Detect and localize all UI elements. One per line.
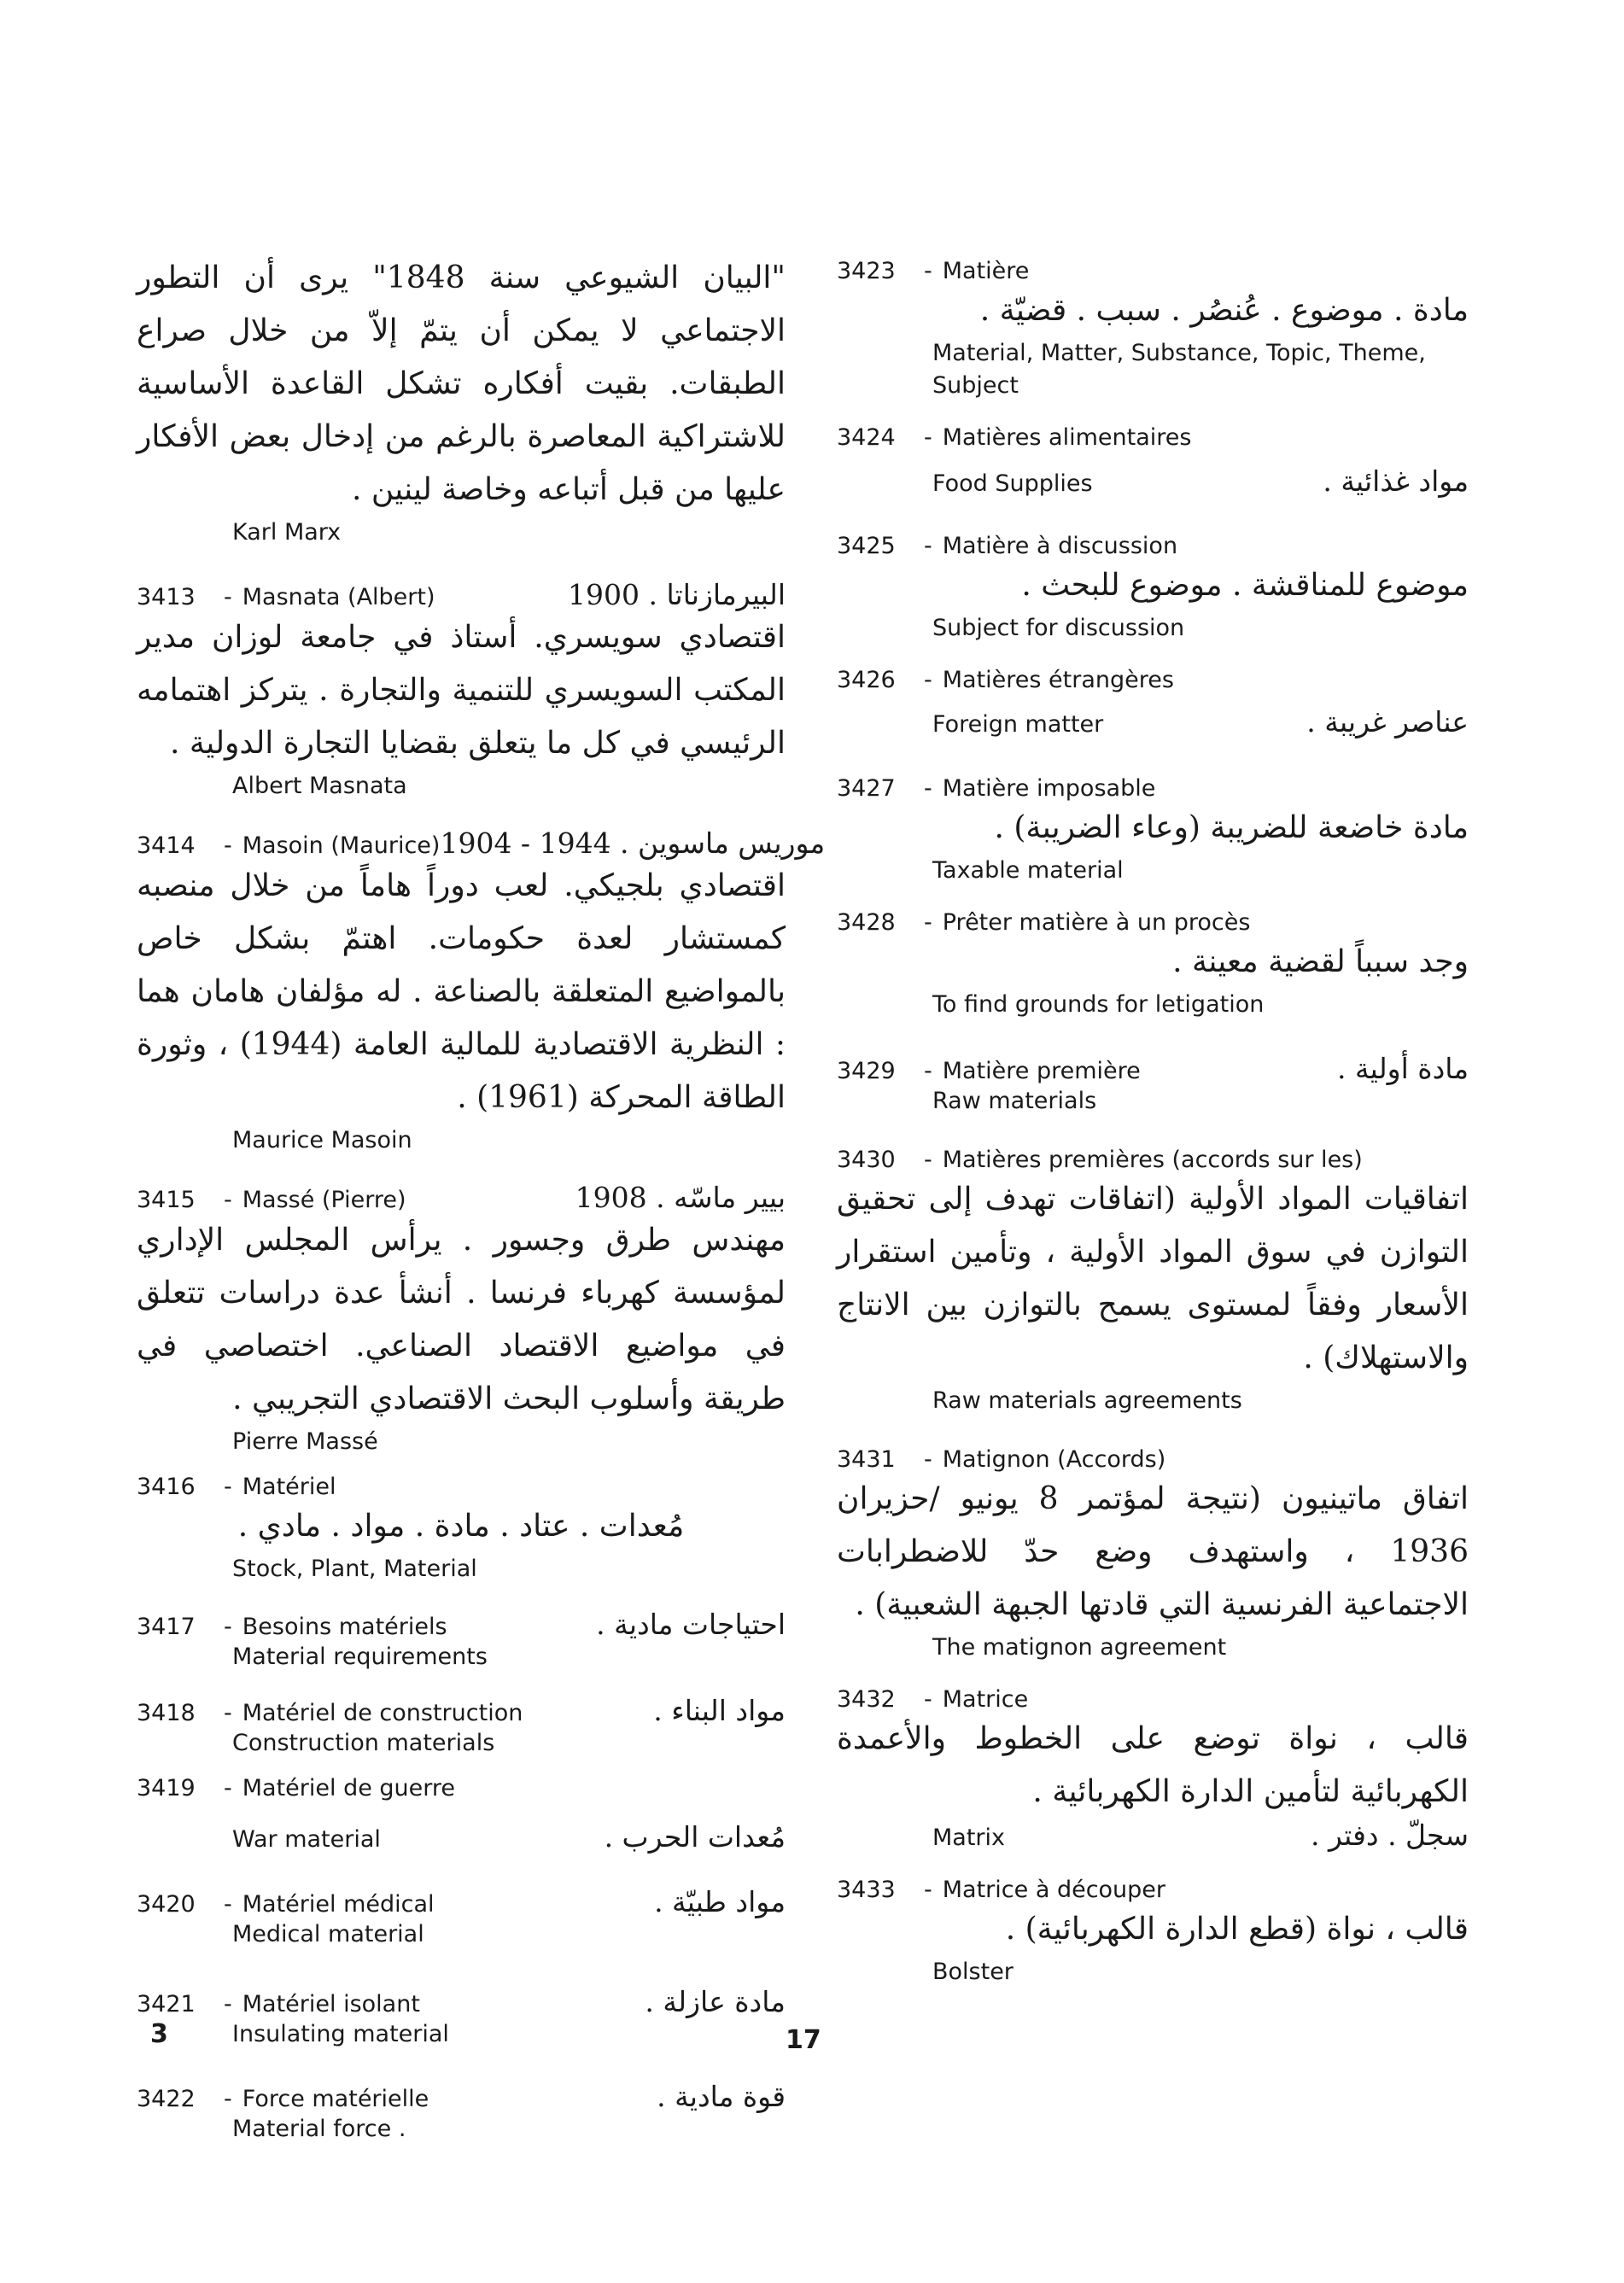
entry-arabic-translation: مادة عازلة .	[645, 1985, 786, 2018]
entry-dash: -	[224, 1187, 232, 1213]
entry-3422	[137, 2080, 786, 2146]
entry-marx-continuation	[137, 252, 786, 549]
entry-number: 3426	[837, 667, 896, 693]
entry-3423	[837, 258, 1469, 402]
entry-3424	[837, 424, 1469, 500]
entry-english-translation: To find grounds for letigation	[932, 991, 1265, 1018]
entry-arabic-heading: البيرمازناتا . 1900	[568, 578, 786, 611]
entry-french-term: Matières premières (accords sur les)	[942, 1147, 1363, 1173]
entry-english-translation: Insulating material	[232, 2021, 449, 2047]
entry-person-name: Albert Masnata	[232, 773, 407, 799]
entry-french-term: Matériel médical	[242, 1891, 435, 1918]
entry-3416	[137, 1474, 786, 1585]
entry-dash: -	[224, 584, 232, 610]
entry-3432	[837, 1686, 1469, 1854]
entry-dash: -	[924, 1686, 932, 1713]
entry-french-term: Force matérielle	[242, 2086, 429, 2112]
entry-dash: -	[924, 1446, 932, 1473]
entry-english-translation: Foreign matter	[932, 711, 1104, 738]
entry-number: 3419	[137, 1775, 196, 1801]
entry-number: 3421	[137, 1991, 196, 2017]
entry-arabic-heading: موريس ماسوين . 1944 - 1904	[440, 826, 826, 860]
entry-person-name: Pierre Massé	[232, 1428, 378, 1455]
entry-arabic-text: اقتصادي بلجيكي. لعب دوراً هاماً من خلال منصبه كمستشار لعدة حكومات. اهتمّ بشكل خاص بالمواضيع المتعلقة بالصناعة . له مؤلفان هامان هما : النظرية الاقتصادية للمالية العامة (1944) ، وثورة الطاقة المحركة (1961) .	[137, 868, 786, 1115]
entry-3433	[837, 1877, 1469, 1988]
entry-3420	[137, 1885, 786, 1951]
entry-3426	[837, 667, 1469, 741]
entry-3418	[137, 1694, 786, 1760]
entry-3427	[837, 775, 1469, 887]
entry-dash: -	[224, 1775, 232, 1801]
entry-french-term: Matériel de construction	[242, 1700, 523, 1726]
entry-person-name: Karl Marx	[232, 519, 342, 546]
entry-dash: -	[924, 258, 932, 284]
entry-french-term: Matière imposable	[942, 775, 1156, 802]
entry-arabic-translation: مادة . موضوع . عُنصُر . سبب . قضيّة .	[979, 293, 1469, 328]
entry-arabic-translation: مواد البناء .	[653, 1694, 786, 1727]
entry-english-translation: Material, Matter, Substance, Topic, Theme, Subject	[932, 340, 1426, 399]
entry-dash: -	[924, 1058, 932, 1084]
entry-french-term: Masoin (Maurice)	[242, 832, 441, 859]
entry-number: 3427	[837, 775, 896, 802]
entry-english-translation: Subject for discussion	[932, 615, 1185, 641]
entry-arabic-translation: قوة مادية .	[657, 2080, 786, 2113]
entry-arabic-translation: مادة أولية .	[1337, 1052, 1469, 1085]
entry-english-translation: War material	[232, 1826, 381, 1853]
entry-dash: -	[924, 667, 932, 693]
entry-dash: -	[224, 1891, 232, 1918]
entry-number: 3428	[837, 909, 896, 936]
entry-3415	[137, 1181, 786, 1458]
entry-french-term: Matériel de guerre	[242, 1775, 456, 1801]
entry-arabic-translation: اتفاقيات المواد الأولية (اتفاقات تهدف إلى تحقيق التوازن في سوق المواد الأولية ، وتأمين استقرار الأسعار وفقاً لمستوى يسمح بالتوازن بين الانتاج والاستهلاك) .	[837, 1182, 1469, 1375]
entry-french-term: Matériel	[242, 1474, 336, 1500]
entry-english-translation: Bolster	[932, 1959, 1014, 1985]
page-number: 17	[786, 2025, 821, 2055]
entry-arabic-heading: بيير ماسّه . 1908	[575, 1181, 786, 1214]
entry-number: 3414	[137, 832, 196, 859]
entry-english-translation: The matignon agreement	[932, 1634, 1227, 1661]
entry-arabic-translation: موضوع للمناقشة . موضوع للبحث .	[1021, 568, 1469, 603]
entry-3421	[137, 1985, 786, 2051]
entry-french-term: Matrice à découper	[942, 1877, 1166, 1903]
entry-french-term: Prêter matière à un procès	[942, 909, 1251, 936]
entry-number: 3432	[837, 1686, 896, 1713]
entry-english-translation: Medical material	[232, 1921, 424, 1947]
entry-number: 3415	[137, 1187, 196, 1213]
entry-number: 3425	[837, 533, 896, 559]
entry-arabic-translation-alt: سجلّ . دفتر .	[1310, 1819, 1469, 1852]
entry-english-translation: Matrix	[932, 1825, 1006, 1851]
entry-person-name: Maurice Masoin	[232, 1127, 412, 1153]
entry-dash: -	[224, 1474, 232, 1500]
entry-number: 3416	[137, 1474, 196, 1500]
entry-number: 3418	[137, 1700, 196, 1726]
entry-3419	[137, 1775, 786, 1856]
entry-french-term: Matrice	[942, 1686, 1029, 1713]
entry-arabic-translation: مواد طبيّة .	[654, 1885, 786, 1918]
entry-arabic-translation: احتياجات مادية .	[596, 1608, 786, 1641]
entry-3414	[137, 826, 826, 1157]
entry-arabic-translation: مُعدات الحرب .	[604, 1820, 786, 1854]
entry-french-term: Besoins matériels	[242, 1614, 447, 1640]
entry-french-term: Massé (Pierre)	[242, 1187, 406, 1213]
entry-english-translation: Food Supplies	[932, 470, 1093, 497]
entry-number: 3420	[137, 1891, 196, 1918]
entry-dash: -	[224, 2086, 232, 2112]
entry-3417	[137, 1608, 786, 1673]
entry-arabic-translation: مواد غذائية .	[1323, 464, 1469, 498]
entry-french-term: Matignon (Accords)	[942, 1446, 1166, 1473]
entry-english-translation: Material requirements	[232, 1644, 488, 1670]
entry-arabic-text: "البيان الشيوعي سنة 1848" يرى أن التطور الاجتماعي لا يمكن أن يتمّ إلاّ من خلال صراع الطبقات. بقيت أفكاره تشكل القاعدة الأساسية للاشتراكية المعاصرة بالرغم من إدخال بعض الأفكار عليها من قبل أتباعه وخاصة لينين .	[137, 260, 786, 507]
entry-arabic-translation: اتفاق ماتينيون (نتيجة لمؤتمر 8 يونيو /حزيران 1936 ، واستهدف وضع حدّ للاضطرابات الاجتماعية الفرنسية التي قادتها الجبهة الشعبية) .	[837, 1481, 1469, 1622]
entry-3429	[837, 1052, 1469, 1118]
entry-english-translation: Material force .	[232, 2116, 406, 2142]
entry-arabic-translation: قالب ، نواة (قطع الدارة الكهربائية) .	[1005, 1912, 1469, 1947]
entry-3430	[837, 1147, 1469, 1417]
entry-number: 3424	[837, 424, 896, 451]
entry-arabic-translation: مُعدات . عتاد . مادة . مواد . مادي .	[237, 1509, 685, 1544]
page-marker: 3	[150, 2019, 168, 2049]
entry-3425	[837, 533, 1469, 645]
entry-3413	[137, 578, 786, 803]
entry-french-term: Matières alimentaires	[942, 424, 1192, 451]
entry-number: 3433	[837, 1877, 896, 1903]
entry-arabic-translation: مادة خاضعة للضريبة (وعاء الضريبة) .	[994, 810, 1469, 845]
entry-english-translation: Taxable material	[932, 857, 1124, 884]
entry-arabic-translation: عناصر غريبة .	[1306, 705, 1469, 739]
entry-dash: -	[924, 1877, 932, 1903]
entry-english-translation: Raw materials agreements	[932, 1387, 1242, 1414]
right-column	[837, 258, 1469, 1988]
entry-english-translation: Raw materials	[932, 1088, 1097, 1114]
entry-number: 3422	[137, 2086, 196, 2112]
entry-french-term: Matière à discussion	[942, 533, 1178, 559]
entry-number: 3423	[837, 258, 896, 284]
entry-3431	[837, 1446, 1469, 1664]
entry-french-term: Matériel isolant	[242, 1991, 420, 2017]
entry-english-translation: Construction materials	[232, 1730, 495, 1756]
entry-number: 3430	[837, 1147, 896, 1173]
entry-english-translation: Stock, Plant, Material	[232, 1556, 477, 1582]
entry-arabic-text: مهندس طرق وجسور . يرأس المجلس الإداري لمؤسسة كهرباء فرنسا . أنشأ عدة دراسات تتعلق في مواضيع الاقتصاد الصناعي. اختصاصي في طريقة وأسلوب البحث الاقتصادي التجريبي .	[137, 1223, 786, 1416]
entry-3428	[837, 909, 1469, 1021]
entry-dash: -	[224, 832, 232, 859]
entry-dash: -	[924, 909, 932, 936]
entry-dash: -	[924, 1147, 932, 1173]
entry-dash: -	[224, 1991, 232, 2017]
entry-dash: -	[224, 1614, 232, 1640]
entry-french-term: Matières étrangères	[942, 667, 1174, 693]
entry-number: 3429	[837, 1058, 896, 1084]
entry-number: 3431	[837, 1446, 896, 1473]
entry-french-term: Masnata (Albert)	[242, 584, 435, 610]
entry-french-term: Matière	[942, 258, 1030, 284]
entry-dash: -	[924, 424, 932, 451]
entry-french-term: Matière première	[942, 1058, 1141, 1084]
entry-dash: -	[924, 775, 932, 802]
entry-dash: -	[224, 1700, 232, 1726]
entry-number: 3417	[137, 1614, 196, 1640]
left-column	[137, 252, 826, 2146]
entry-dash: -	[924, 533, 932, 559]
entry-number: 3413	[137, 584, 196, 610]
entry-arabic-translation: قالب ، نواة توضع على الخطوط والأعمدة الكهربائية لتأمين الدارة الكهربائية .	[837, 1721, 1469, 1809]
entry-arabic-text: اقتصادي سويسري. أستاذ في جامعة لوزان مدير المكتب السويسري للتنمية والتجارة . يتركز اهتمامه الرئيسي في كل ما يتعلق بقضايا التجارة الدولية .	[137, 620, 786, 761]
entry-arabic-translation: وجد سبباً لقضية معينة .	[1172, 944, 1469, 979]
